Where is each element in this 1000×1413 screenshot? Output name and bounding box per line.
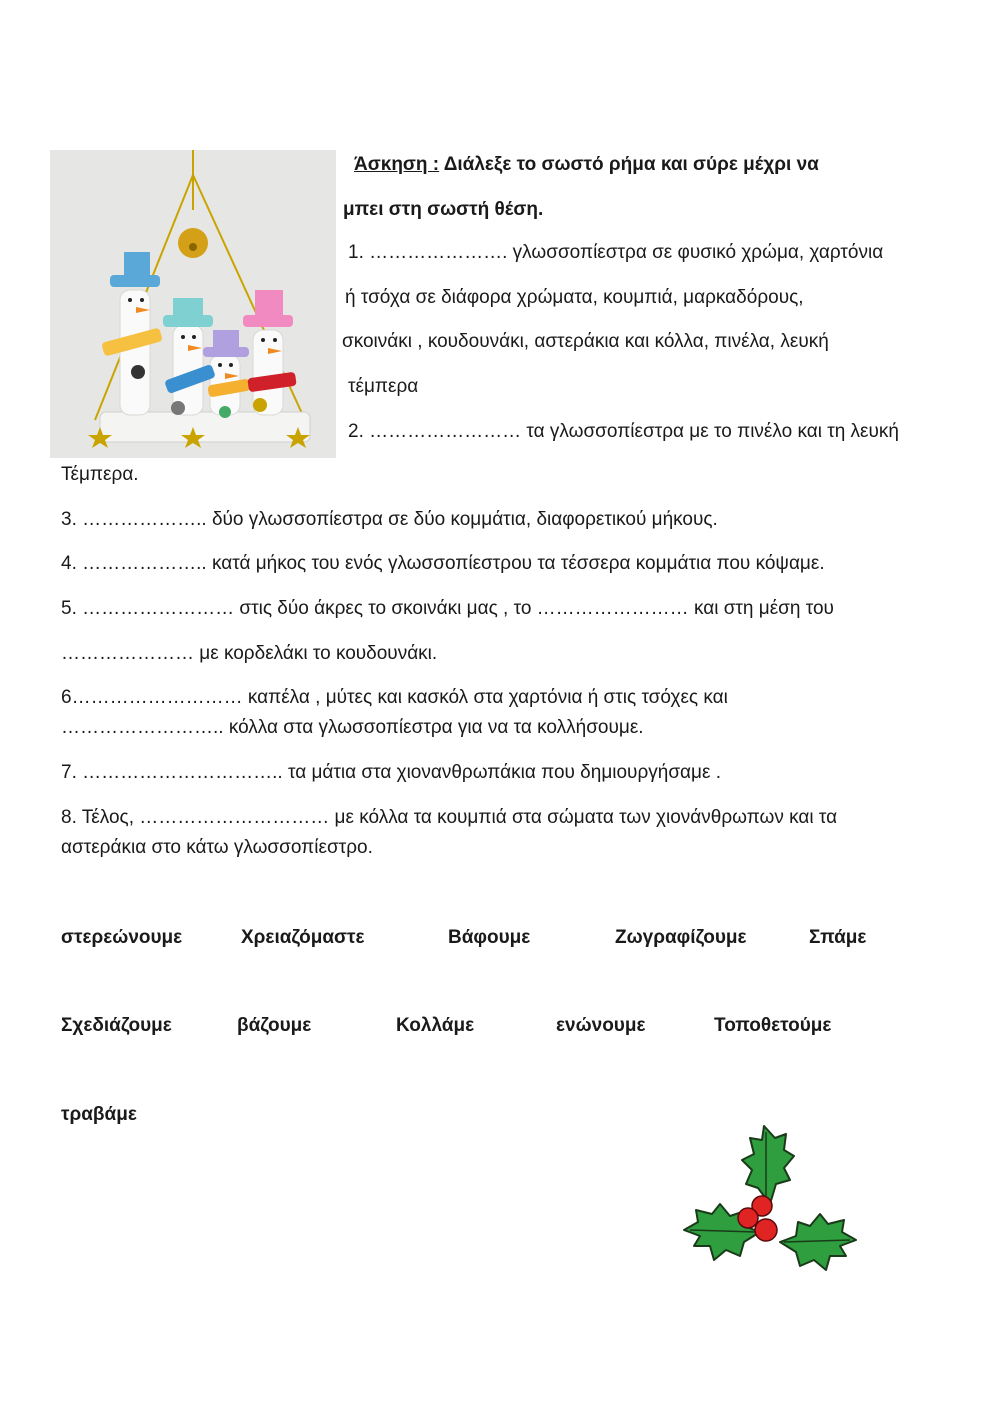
step-3: 3. ……………….. δύο γλωσσοπίεστρα σε δύο κομμάτια, διαφορετικού μήκους. bbox=[61, 509, 718, 530]
step-8-line-2: αστεράκια στο κάτω γλωσσοπίεστρο. bbox=[61, 837, 373, 858]
exercise-title-label: Άσκηση : bbox=[354, 154, 440, 175]
verb-zografizoume[interactable]: Ζωγραφίζουμε bbox=[615, 927, 747, 948]
verb-sterewnoume[interactable]: στερεώνουμε bbox=[61, 927, 183, 948]
step-5-line-2: ………………… με κορδελάκι το κουδουνάκι. bbox=[61, 643, 438, 664]
step-5-line-1: 5. …………………… στις δύο άκρες το σκοινάκι μας , το …………………… και στη μέση του bbox=[61, 598, 834, 619]
holly-icon bbox=[680, 1122, 860, 1282]
verb-vazoume[interactable]: βάζουμε bbox=[237, 1015, 312, 1036]
step-2-line-1: 2. …………………… τα γλωσσοπίεστρα με το πινέλο και τη λευκή bbox=[348, 421, 899, 442]
verb-vafoume[interactable]: Βάφουμε bbox=[448, 927, 531, 948]
verb-xreiazomaste[interactable]: Χρειαζόμαστε bbox=[241, 927, 365, 948]
step-6-line-2: …………………….. κόλλα στα γλωσσοπίεστρα για να τα κολλήσουμε. bbox=[61, 717, 644, 738]
verb-enwnoume[interactable]: ενώνουμε bbox=[556, 1015, 646, 1036]
snowman-ornament-image bbox=[50, 150, 336, 458]
step-2-line-2: Τέμπερα. bbox=[61, 464, 139, 485]
exercise-title-text: Διάλεξε το σωστό ρήμα και σύρε μέχρι να bbox=[439, 154, 819, 175]
step-1-line-3: σκοινάκι , κουδουνάκι, αστεράκια και κόλλα, πινέλα, λευκή bbox=[342, 331, 829, 352]
exercise-title bbox=[354, 153, 819, 177]
step-8-line-1: 8. Τέλος, ………………………… με κόλλα τα κουμπιά στα σώματα των χιονάνθρωπων και τα bbox=[61, 807, 838, 828]
step-4: 4. ……………….. κατά μήκος του ενός γλωσσοπίεστρου τα τέσσερα κομμάτια που κόψαμε. bbox=[61, 553, 825, 574]
verb-sxediazoume[interactable]: Σχεδιάζουμε bbox=[61, 1015, 172, 1036]
verb-topothetoume[interactable]: Τοποθετούμε bbox=[714, 1015, 832, 1036]
step-6-line-1: 6……………………… καπέλα , μύτες και κασκόλ στα χαρτόνια ή στις τσόχες και bbox=[61, 687, 728, 708]
step-1-line-1: 1. …………………. γλωσσοπίεστρα σε φυσικό χρώμα, χαρτόνια bbox=[348, 242, 884, 263]
verb-kollame[interactable]: Κολλάμε bbox=[396, 1015, 475, 1036]
step-1-line-2: ή τσόχα σε διάφορα χρώματα, κουμπιά, μαρκαδόρους, bbox=[345, 287, 804, 308]
step-1-line-4: τέμπερα bbox=[348, 376, 419, 397]
exercise-title-cont: μπει στη σωστή θέση. bbox=[343, 199, 544, 220]
craft-photo bbox=[50, 150, 336, 458]
verb-travame[interactable]: τραβάμε bbox=[61, 1104, 137, 1125]
step-7: 7. ………………………….. τα μάτια στα χιονανθρωπάκια που δημιουργήσαμε . bbox=[61, 762, 722, 783]
verb-spame[interactable]: Σπάμε bbox=[809, 927, 867, 948]
